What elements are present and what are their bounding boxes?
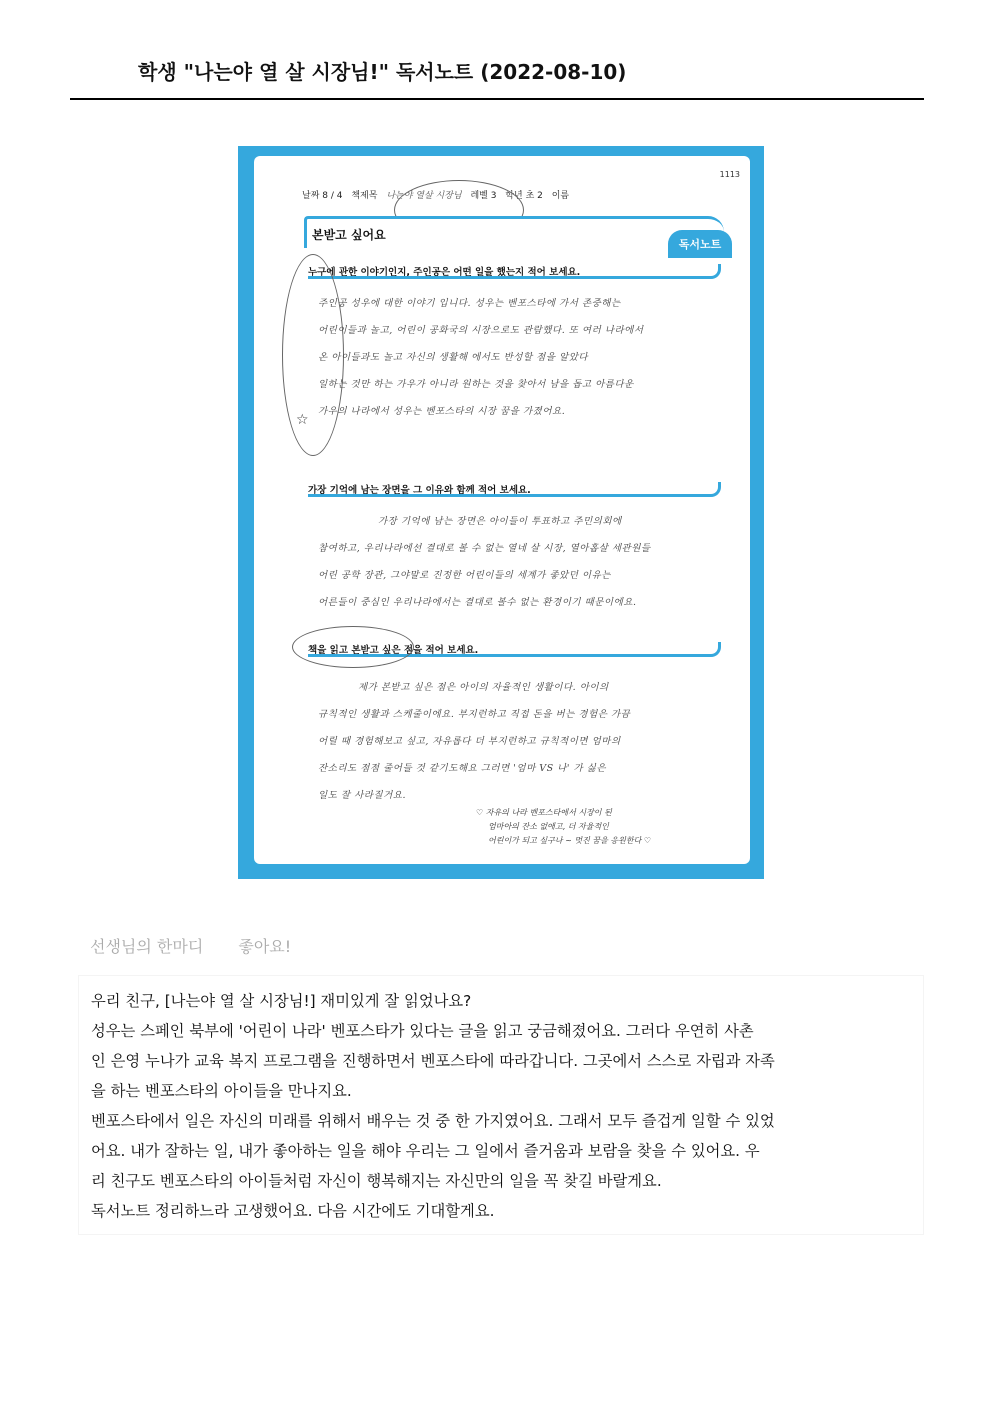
answer-1-line: 주인공 성우에 대한 이야기 입니다. 성우는 벤포스타에 가서 존중해는 [318, 298, 621, 309]
comment-line: 리 친구도 벤포스타의 아이들처럼 자신이 행복해지는 자신만의 일을 꼭 찾길 바랄게요. [91, 1172, 662, 1190]
answer-3-line: 어릴 때 경험해보고 싶고, 자유롭다 더 부지런하고 규칙적이면 엄마의 [318, 736, 621, 747]
question-2-prompt: 가장 기억에 남는 장면을 그 이유와 함께 적어 보세요. [308, 485, 531, 496]
answer-1-line: 일하는 것만 하는 가우가 아니라 원하는 것을 찾아서 남을 돕고 아름다운 [318, 379, 634, 390]
worksheet-scan [238, 146, 764, 879]
question-1-underline [308, 264, 721, 279]
meta-book-label: 책제목 [351, 191, 378, 201]
meta-name-label: 이름 [551, 191, 570, 201]
comment-line: 인 은영 누나가 교육 복지 프로그램을 진행하면서 벤포스타에 따라갑니다. 그곳에서 스스로 자립과 자족 [91, 1052, 775, 1070]
question-3-prompt: 책을 읽고 본받고 싶은 점을 적어 보세요. [308, 645, 479, 656]
teacher-comment-header [90, 934, 321, 957]
star-mark-icon: ☆ [296, 412, 309, 428]
note-line: ♡ 자유의 나라 벤포스타에서 시장이 된 [476, 808, 612, 817]
teacher-handwritten-note [476, 806, 746, 848]
answer-3-line: 잔소리도 점점 줄어들 것 같기도해요 그러면 '엄마 VS 나' 가 싫은 [318, 763, 607, 774]
question-3-scribble [292, 626, 414, 668]
answer-1-line: 어린이들과 놀고, 어린이 공화국의 시장으로도 관람했다. 또 여러 나라에서 [318, 325, 644, 336]
comment-line: 을 하는 벤포스타의 아이들을 만나지요. [91, 1082, 352, 1100]
answer-2 [318, 508, 728, 616]
worksheet-page [254, 156, 750, 864]
worksheet-page-number: 1113 [719, 170, 740, 179]
answer-2-line: 어린 공학 장관, 그야말로 진정한 어린이들의 세계가 좋았던 이유는 [318, 570, 611, 581]
notebook-tab: 독서노트 [668, 230, 732, 258]
comment-line: 성우는 스페인 북부에 '어린이 나라' 벤포스타가 있다는 글을 읽고 궁금해졌어요. 그러다 우연히 사촌 [91, 1022, 754, 1040]
comment-line: 벤포스타에서 일은 자신의 미래를 위해서 배우는 것 중 한 가지였어요. 그래서 모두 즐겁게 일할 수 있었 [91, 1112, 775, 1130]
meta-date: 날짜 8 / 4 [302, 191, 343, 201]
teacher-label: 선생님의 한마디 [90, 937, 204, 956]
answer-1 [318, 290, 728, 425]
page-title: 학생 "나는야 열 살 시장님!" 독서노트 (2022-08-10) [138, 60, 627, 84]
comment-line: 우리 친구, [나는야 열 살 시장님!] 재미있게 잘 읽었나요? [91, 992, 472, 1010]
answer-2-line: 어른들이 중심인 우리나라에서는 결대로 볼수 없는 환경이기 때문이에요. [318, 597, 637, 608]
section-title: 본받고 싶어요 [312, 228, 386, 242]
answer-2-line: 참여하고, 우리나라에선 결대로 볼 수 없는 열네 살 시장, 열아홉살 세관원들 [318, 543, 651, 554]
comment-line: 독서노트 정리하느라 고생했어요. 다음 시간에도 기대할게요. [91, 1202, 495, 1220]
meta-level: 레벨 3 [470, 191, 497, 201]
note-line: 엄마아의 잔소 없애고, 더 자율적인 [488, 822, 609, 831]
answer-1-line: 온 아이들과도 놀고 자신의 생활해 에서도 반성할 점을 알았다 [318, 352, 589, 363]
answer-3-line: 일도 잘 사라질거요. [318, 790, 406, 801]
answer-3-line: 규칙적인 생활과 스케줄이에요. 부지런하고 직접 돈을 버는 경험은 가끔 [318, 709, 631, 720]
answer-3-line: 제가 본받고 싶은 점은 아이의 자율적인 생활이다. 아이의 [358, 682, 609, 693]
comment-line: 어요. 내가 잘하는 일, 내가 좋아하는 일을 해야 우리는 그 일에서 즐거움과 보람을 찾을 수 있어요. 우 [91, 1142, 760, 1160]
answer-1-line: 가우의 나라에서 성우는 벤포스타의 시장 꿈을 가졌어요. [318, 406, 566, 417]
answer-2-line: 가장 기억에 남는 장면은 아이들이 투표하고 주민의회에 [378, 516, 622, 527]
meta-book-title: 나는야 열살 시장님 [386, 191, 462, 201]
title-divider [70, 98, 924, 100]
question-1-prompt: 누구에 관한 이야기인지, 주인공은 어떤 일을 했는지 적어 보세요. [308, 267, 581, 278]
teacher-comment-box [78, 975, 924, 1235]
answer-3 [318, 674, 728, 809]
note-line: 어린이가 되고 싶구나 ~ 멋진 꿈을 응원한다 ♡ [488, 836, 652, 845]
teacher-rating: 좋아요! [238, 937, 292, 956]
meta-grade: 학년 초 2 [505, 191, 543, 201]
question-2-underline [308, 482, 721, 497]
